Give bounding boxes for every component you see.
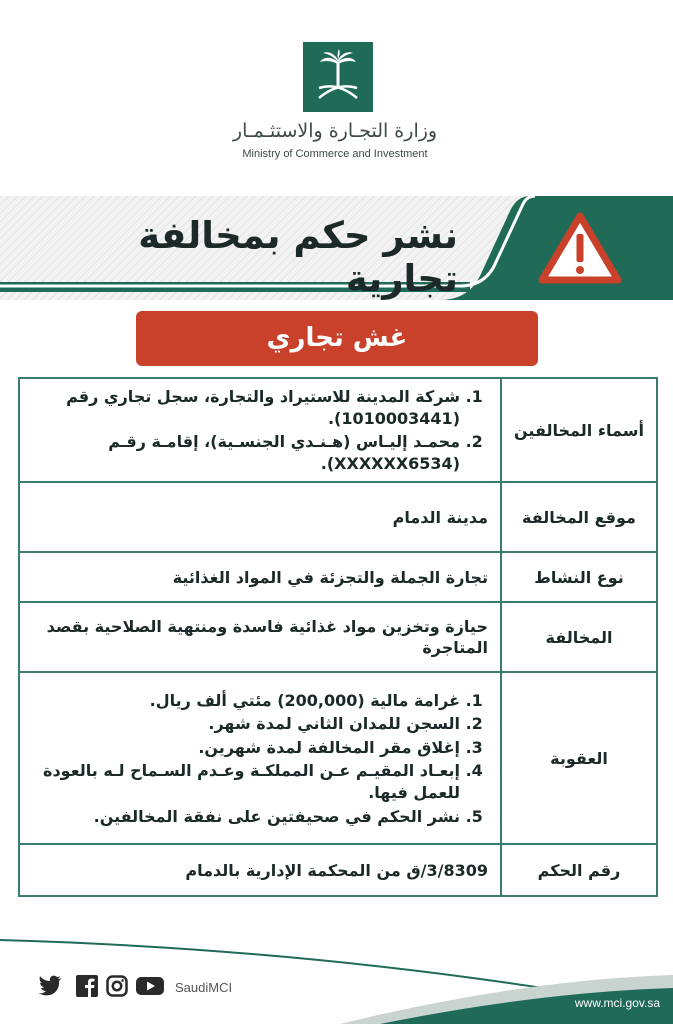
- violation-category-badge: غش تجاري: [136, 311, 538, 366]
- row-label-violation: المخالفة: [501, 602, 657, 672]
- table-row: [19, 602, 657, 672]
- table-row: [19, 378, 657, 482]
- list-item: 2. السجن للمدان الثاني لمدة شهر.: [32, 712, 460, 736]
- youtube-icon[interactable]: [136, 975, 164, 1001]
- row-label-verdict-number: رقم الحكم: [501, 844, 657, 896]
- activity-value: تجارة الجملة والتجزئة في المواد الغذائية: [19, 552, 501, 602]
- instagram-icon[interactable]: [106, 975, 128, 1001]
- table-row: [19, 482, 657, 552]
- twitter-icon[interactable]: [38, 975, 62, 1001]
- list-item: 1. شركة المدينة للاستيراد والتجارة، سجل تجاري رقم (1010003441).: [32, 385, 460, 430]
- list-item: 3. إغلاق مقر المخالفة لمدة شهرين.: [32, 736, 460, 760]
- violation-details-table: [18, 377, 658, 897]
- row-label-location: موقع المخالفة: [501, 482, 657, 552]
- row-label-penalty: العقوبة: [501, 672, 657, 844]
- list-item: 1. غرامة مالية (200,000) مئتي ألف ريال.: [32, 689, 460, 713]
- list-item: 4. إبعـاد المقيـم عـن المملكـة وعـدم السـماح لـه بالعودة للعمل فيها.: [32, 759, 460, 804]
- list-item: 5. نشر الحكم في صحيفتين على نفقة المخالفين.: [32, 805, 460, 829]
- table-row: [19, 844, 657, 896]
- page-title: نشر حكم بمخالفة تجارية: [138, 214, 458, 300]
- row-label-activity: نوع النشاط: [501, 552, 657, 602]
- verdict-number-value: 3/8309/ق من المحكمة الإدارية بالدمام: [19, 844, 501, 896]
- violators-list-cell: [19, 378, 501, 482]
- row-label-violators: أسماء المخالفين: [501, 378, 657, 482]
- warning-triangle-icon: [538, 212, 622, 284]
- location-value: مدينة الدمام: [19, 482, 501, 552]
- social-handle[interactable]: SaudiMCI: [175, 980, 233, 995]
- facebook-icon[interactable]: [76, 975, 98, 1001]
- ministry-name-english: Ministry of Commerce and Investment: [242, 148, 428, 160]
- list-item: 2. محمـد إليـاس (هـنـدي الجنسـية)، إقامـة رقـم (XXXXXX6534).: [32, 430, 460, 475]
- ministry-name-arabic: وزارة التجـارة والاستثـمـار: [232, 120, 438, 142]
- website-url[interactable]: www.mci.gov.sa: [574, 996, 660, 1010]
- table-row: [19, 552, 657, 602]
- violation-value: حيازة وتخزين مواد غذائية فاسدة ومنتهية الصلاحية بقصد المتاجرة: [19, 602, 501, 672]
- penalty-list-cell: [19, 672, 501, 844]
- table-row: [19, 672, 657, 844]
- saudi-emblem-icon: [303, 42, 373, 112]
- ministry-logo: [303, 42, 373, 112]
